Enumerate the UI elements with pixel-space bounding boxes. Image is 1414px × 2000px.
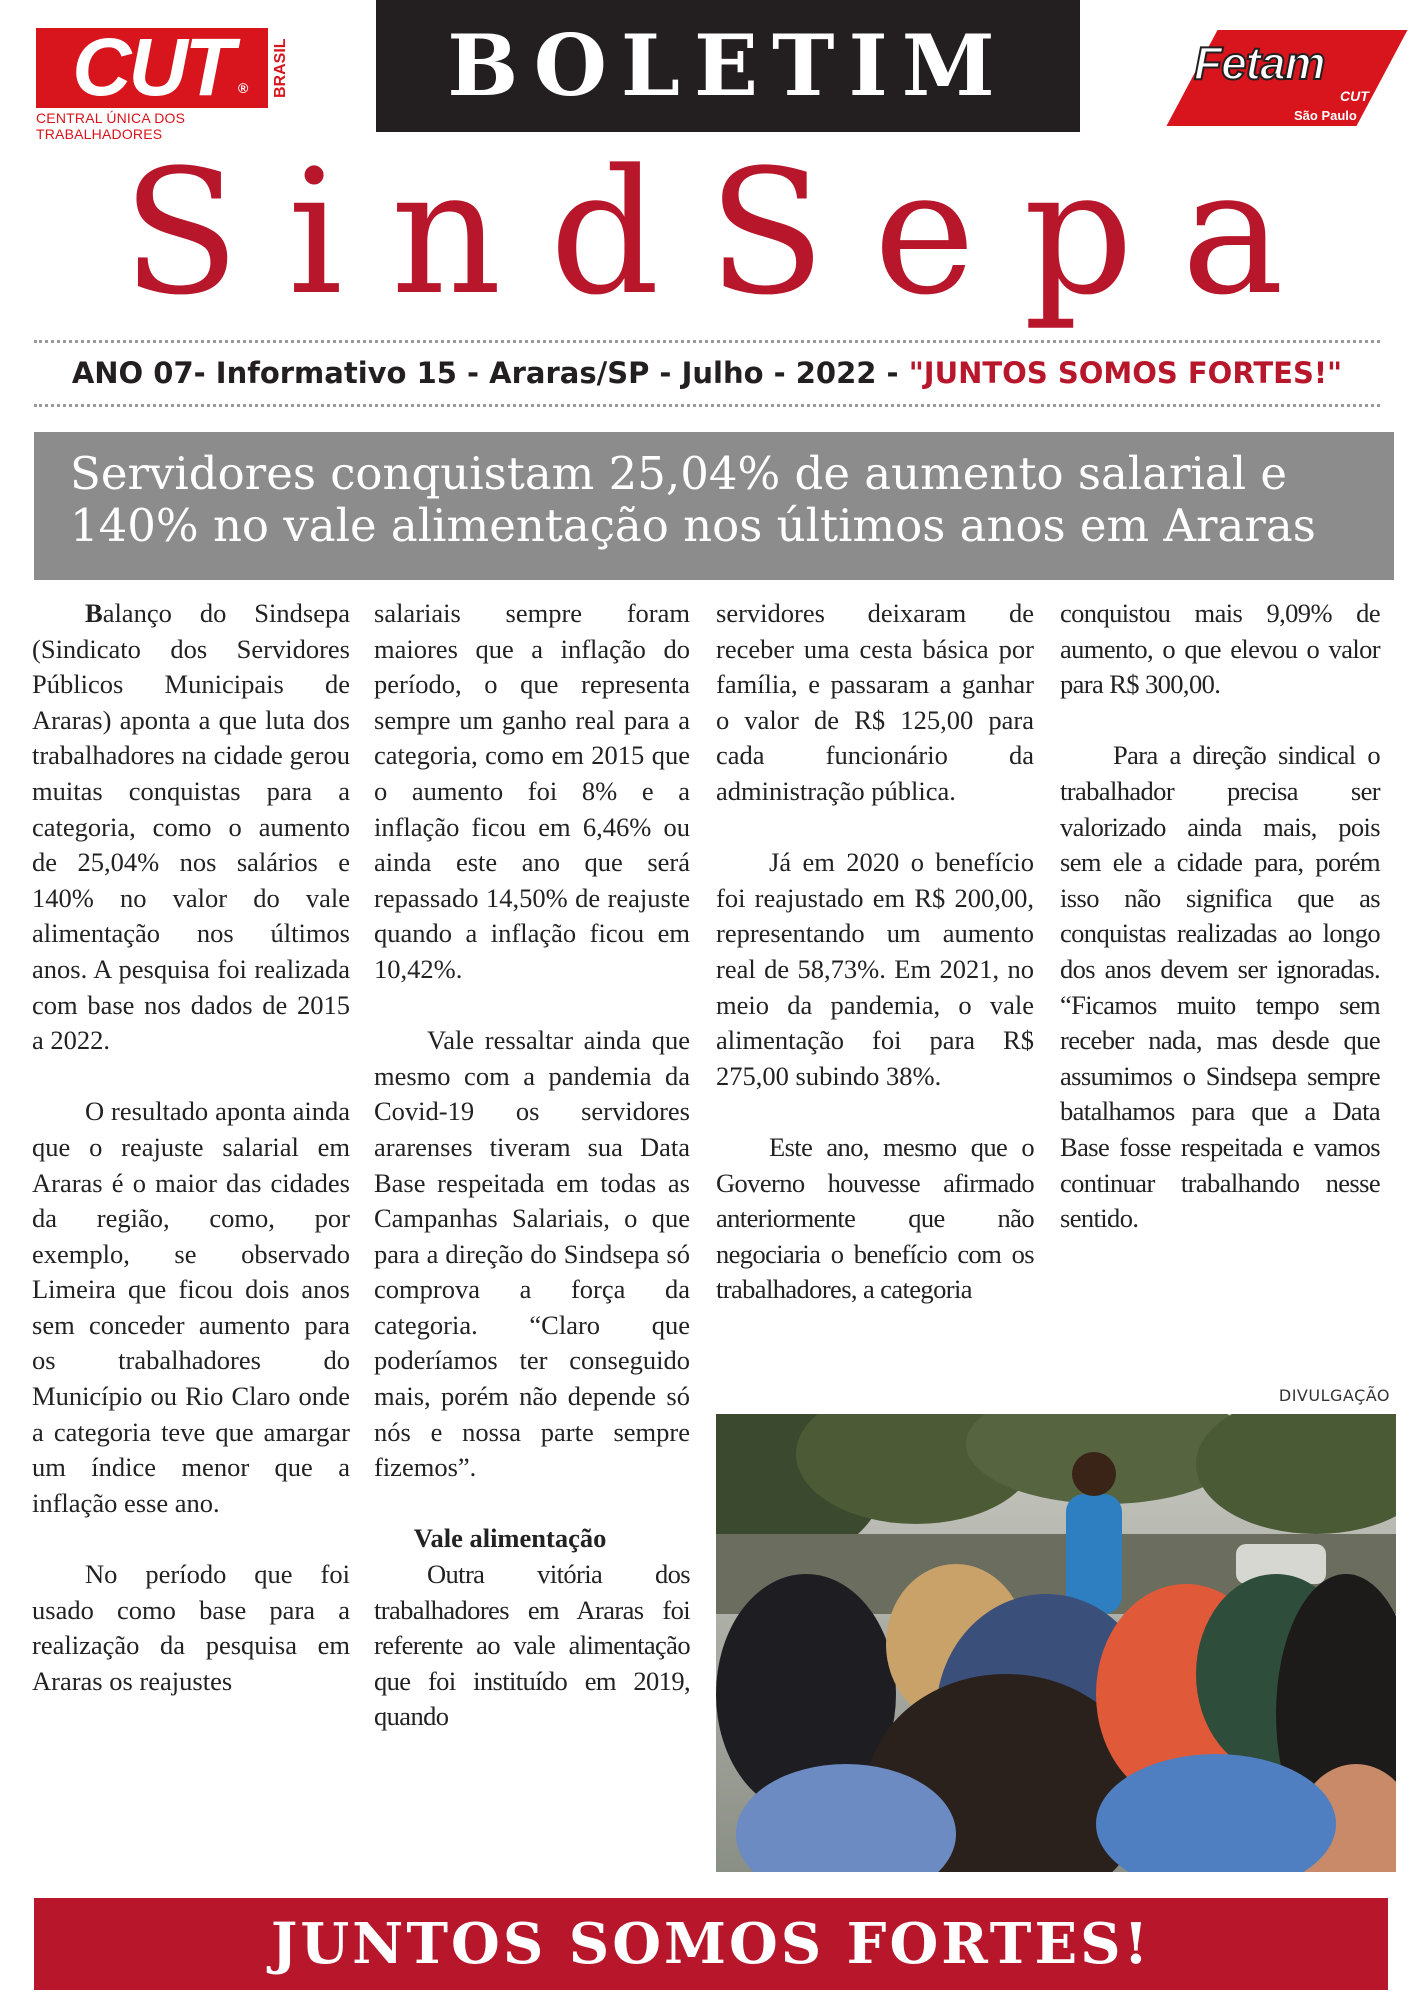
footer-slogan-banner: JUNTOS SOMOS FORTES! (34, 1898, 1388, 1990)
article-paragraph: servidores deixaram de receber uma cesta básica por família, e passaram a ganhar o valor de R$ 125,00 para cada funcionário da administração pública. (716, 598, 1034, 806)
fetam-logo-region: São Paulo (1294, 108, 1357, 123)
crowd-photo (716, 1414, 1396, 1872)
fetam-logo-cut: CUT (1340, 88, 1369, 104)
article-paragraph: salariais sempre foram maiores que a inflação do período, o que representa sempre um ganho real para a categoria, como em 2015 que o aumento foi 8% e a inflação ficou em 6,46% ou ainda este ano que será repassado 14,50% de reajuste quando a inflação ficou em 10,42%. (374, 598, 690, 984)
article-paragraph: Para a direção sindical o trabalhador precisa ser valorizado ainda mais, pois sem ele a cidade para, porém isso não significa que as conquistas realizadas ao longo dos anos devem ser ignoradas. “Ficamos muito tempo sem receber nada, mas desde que assumimos o Sindsepa sempre batalhamos para que a Data Base fosse respeitada e vamos continuar trabalhando nesse sentido. (1060, 740, 1380, 1234)
issue-info: ANO 07- Informativo 15 - Araras/SP - Julho - 2022 - (71, 356, 909, 390)
article-paragraph (32, 596, 350, 1059)
paragraph-text: alanço do Sindsepa (Sindicato dos Servidores Públicos Municipais de Araras) aponta a que luta dos trabalhadores na cidade gerou muitas conquistas para a categoria, como o aumento de 25,04% nos salários e 140% no valor do vale alimentação nos últimos anos. A pesquisa foi realizada com base nos dados de 2015 a 2022. (32, 598, 350, 1056)
headline-box (34, 432, 1394, 580)
article-paragraph: No período que foi usado como base para a realização da pesquisa em Araras os reajustes (32, 1559, 350, 1696)
cut-logo (36, 22, 298, 142)
drop-cap: B (85, 598, 103, 628)
article-paragraph: conquistou mais 9,09% de aumento, o que elevou o valor para R$ 300,00. (1060, 598, 1380, 700)
divider (34, 404, 1380, 407)
divider (34, 340, 1380, 343)
article-paragraph: O resultado aponta ainda que o reajuste salarial em Araras é o maior das cidades da região, como, por exemplo, se observado Limeira que ficou dois anos sem conceder aumento para os trabalhadores do Município ou Rio Claro onde a categoria teve que amargar um índice menor que a inflação esse ano. (32, 1096, 350, 1518)
crowd-photo-illustration (716, 1414, 1396, 1872)
article-column-3 (716, 596, 1034, 1308)
photo-credit: DIVULGAÇÃO (1278, 1386, 1390, 1405)
cut-logo-tagline: CENTRAL ÚNICA DOS TRABALHADORES (36, 110, 186, 142)
article-paragraph: Outra vitória dos trabalhadores em Araras foi referente ao vale alimentação que foi instituído em 2019, quando (374, 1559, 690, 1732)
article-paragraph: Já em 2020 o benefício foi reajustado em R$ 200,00, representando um aumento real de 58,73%. Em 2021, no meio da pandemia, o vale alimentação foi para R$ 275,00 subindo 38%. (716, 847, 1034, 1091)
issue-line (34, 352, 1380, 394)
article-column-1 (32, 596, 350, 1699)
subheading: Vale alimentação (413, 1523, 607, 1554)
headline: Servidores conquistam 25,04% de aumento salarial e 140% no vale alimentação nos últimos anos em Araras (70, 447, 1316, 552)
article-paragraph: Vale ressaltar ainda que mesmo com a pandemia da Covid-19 os servidores ararenses tiveram sua Data Base respeitada em todas as Campanhas Salariais, o que para a direção do Sindsepa só comprova a força da categoria. “Claro que poderíamos ter conseguido mais, porém não depende só nós e nossa parte sempre fizemos”. (374, 1025, 690, 1483)
masthead-title: SindSepa (122, 132, 1332, 333)
cut-logo-country: BRASIL (272, 38, 289, 98)
article-column-2 (374, 596, 690, 1735)
boletim-banner: BOLETIM (376, 0, 1080, 132)
fetam-logo-wordmark: Fetam (1194, 37, 1325, 89)
issue-slogan: "JUNTOS SOMOS FORTES!" (908, 356, 1343, 390)
article-paragraph: Este ano, mesmo que o Governo houvesse afirmado anteriormente que não negociaria o benefício com os trabalhadores, a categoria (716, 1131, 1034, 1305)
article-column-4 (1060, 596, 1380, 1272)
cut-registered-mark: ® (238, 80, 249, 96)
cut-logo-wordmark: CUT (36, 28, 268, 108)
fetam-logo (1182, 24, 1402, 134)
